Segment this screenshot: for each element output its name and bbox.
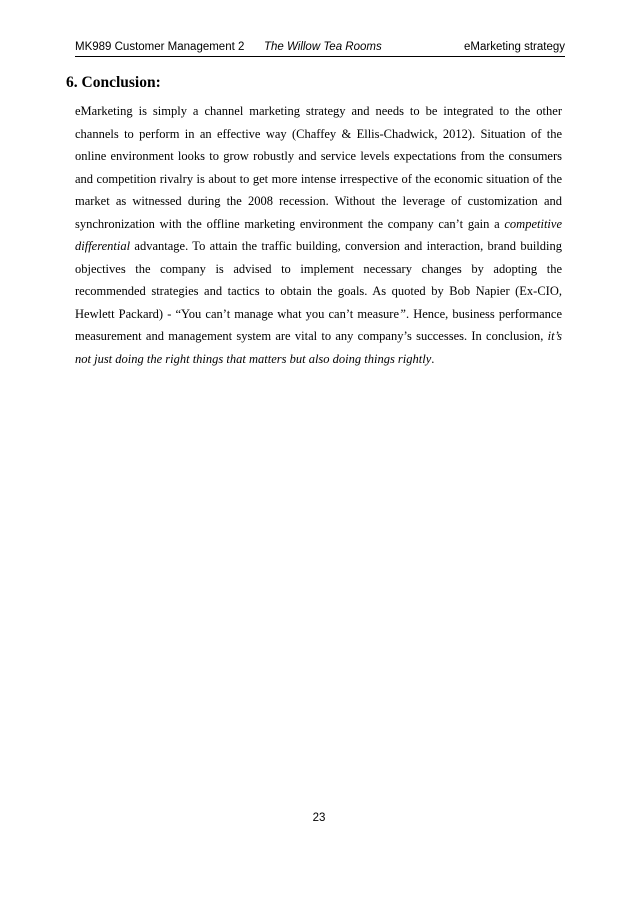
quote-close-mark: ” <box>399 306 406 321</box>
paragraph-text-3: . Hence, business performance measurement and management system are vital to any company’s successes. In conclusion, <box>75 306 562 343</box>
page-header <box>75 38 565 57</box>
quote-text: “You can’t manage what you can’t measure <box>175 306 400 321</box>
paragraph-text-2: advantage. To attain the traffic building, conversion and interaction, brand building objectives the company is advised to implement necessary changes by adopting the recommended strategies and tactics to obtain the goals. As quoted by Bob Napier (Ex-CIO, Hewlett Packard) - <box>75 239 562 321</box>
emphasis-closing-statement: it’s not just doing the right things that matters but also doing things rightly <box>75 329 562 366</box>
section-heading: 6. Conclusion: <box>66 74 161 91</box>
paragraph-text-4: . <box>431 351 435 366</box>
header-title: The Willow Tea Rooms <box>264 41 382 53</box>
conclusion-paragraph <box>75 100 562 370</box>
page-number: 23 <box>312 812 326 824</box>
header-course: MK989 Customer Management 2 <box>75 41 245 53</box>
header-subject: eMarketing strategy <box>464 41 565 53</box>
emphasis-competitive-differential: competitive differential <box>75 216 562 253</box>
paragraph-text-1: eMarketing is simply a channel marketing strategy and needs to be integrated to the other channels to perform in an effective way (Chaffey & Ellis-Chadwick, 2012). Situation of the online environment looks to grow robustly and service levels expectations from the consumers and competition rivalry is about to get more intense irrespective of the economic situation of the market as witnessed during the 2008 recession. Without the leverage of customization and synchronization with the offline marketing environment the company can’t gain a <box>75 104 562 231</box>
